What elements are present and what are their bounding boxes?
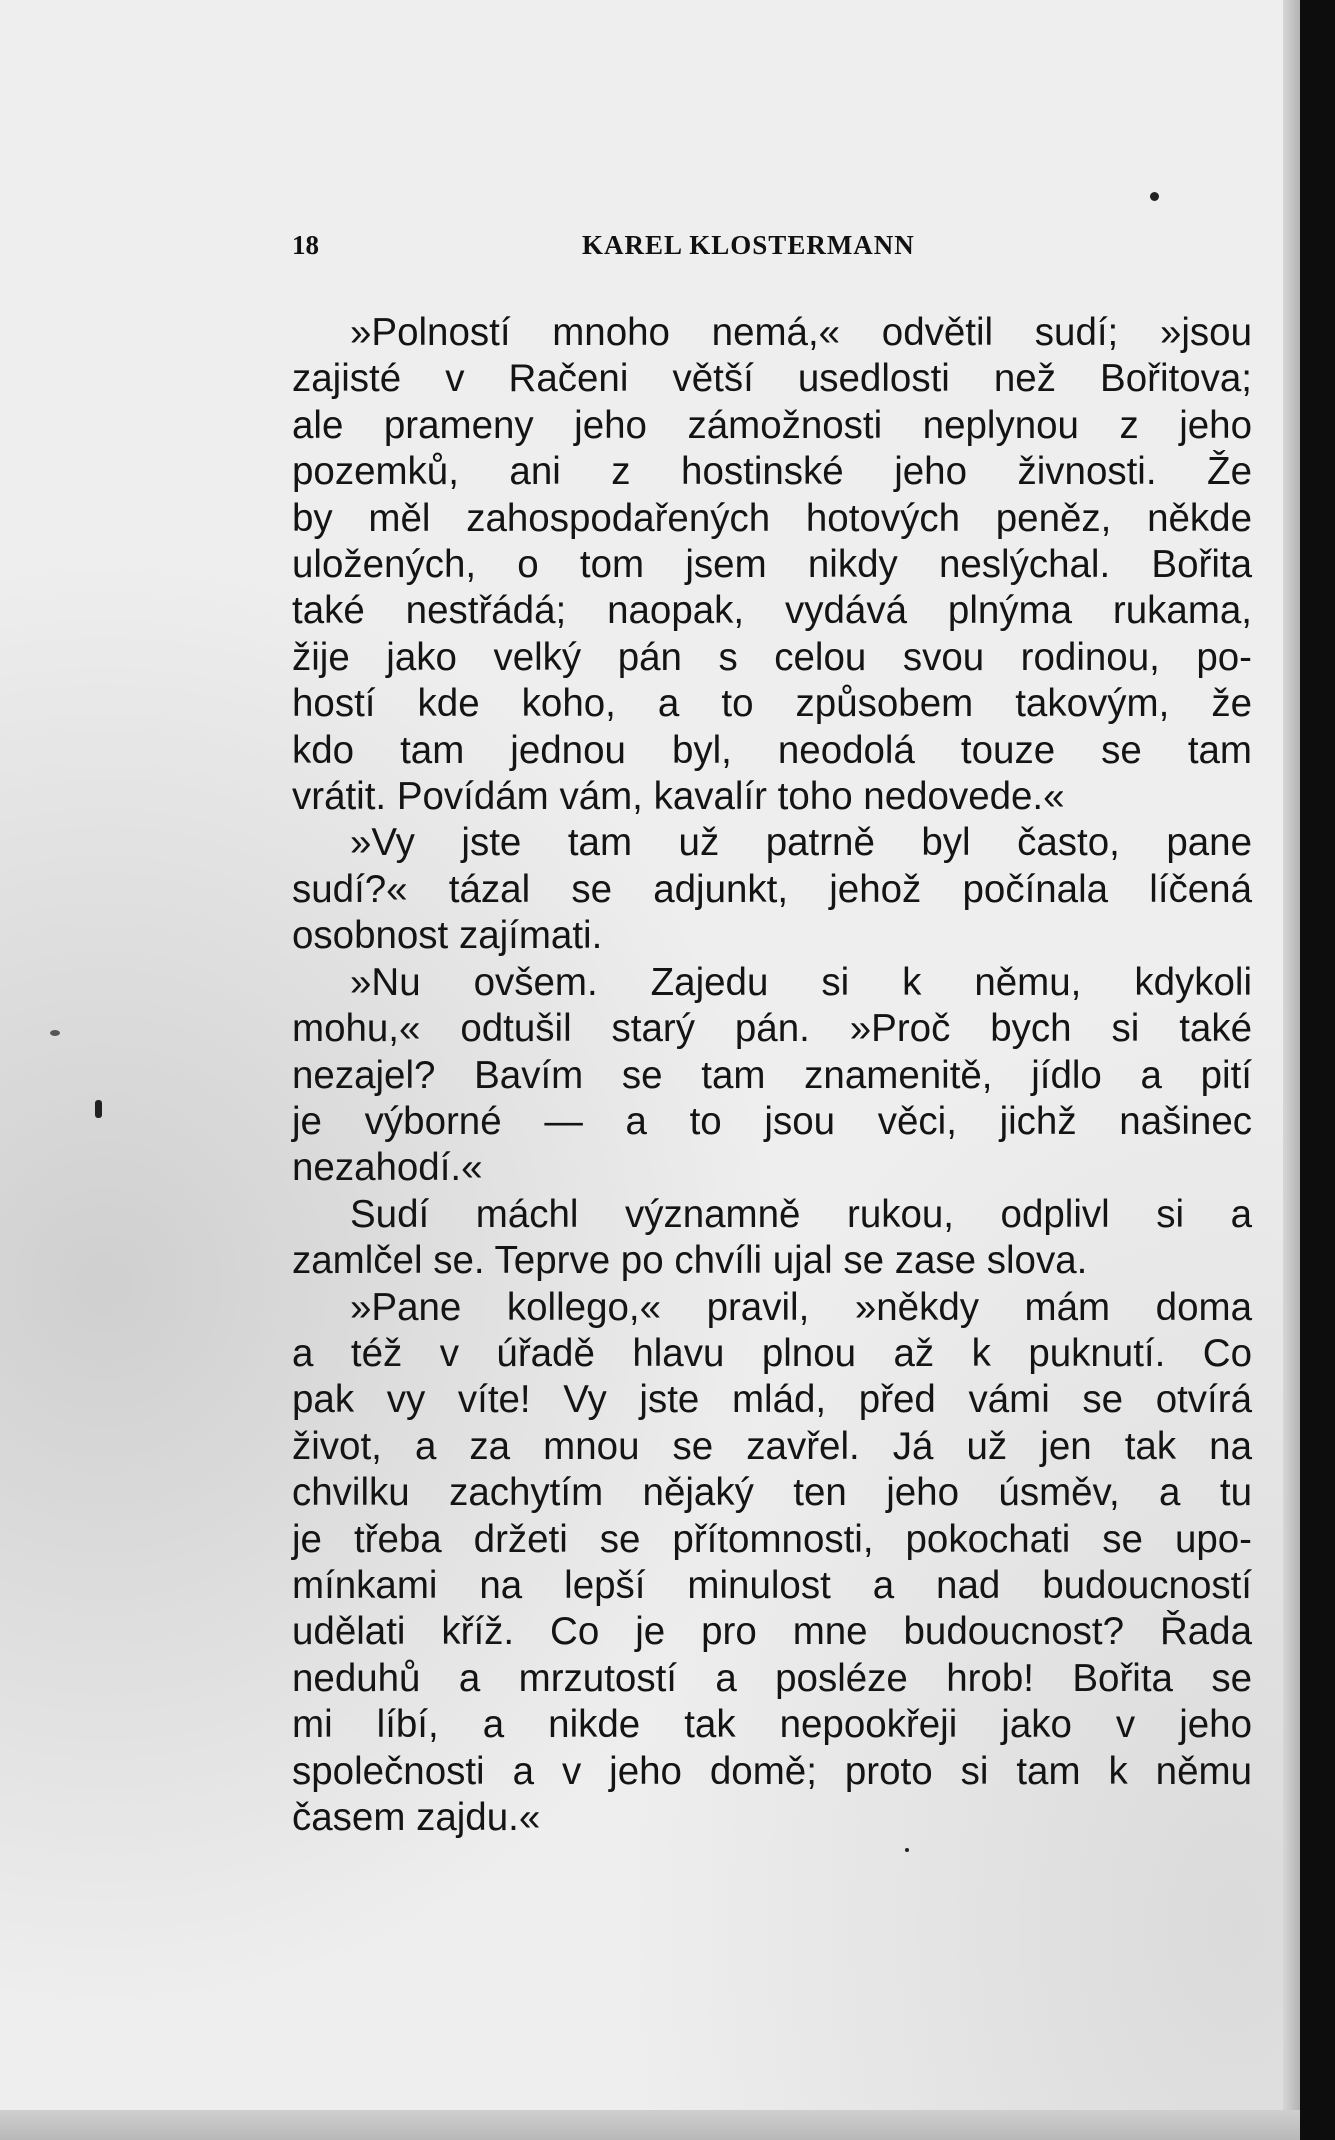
page-number: 18	[292, 230, 319, 260]
paragraph	[292, 1192, 1252, 1285]
text-line: mohu,« odtušil starý pán. »Proč bych si také	[292, 1007, 1252, 1051]
text-line: je výborné — a to jsou věci, jichž našinec	[292, 1099, 1252, 1143]
text-line: vrátit. Povídám vám, kavalír toho nedovede.«	[292, 775, 1065, 819]
text-line: uložených, o tom jsem nikdy neslýchal. Bořita	[292, 543, 1252, 587]
text-line: Sudí máchl významně rukou, odplivl si a	[350, 1192, 1252, 1236]
text-line: mi líbí, a nikde tak nepookřeji jako v jeho	[292, 1703, 1252, 1747]
text-line: »Vy jste tam už patrně byl často, pane	[350, 821, 1252, 865]
text-line: by měl zahospodařených hotových peněz, někde	[292, 496, 1252, 540]
text-line: sudí?« tázal se adjunkt, jehož počínala líčená	[292, 867, 1252, 911]
text-line: je třeba držeti se přítomnosti, pokochati se upo-	[292, 1517, 1252, 1561]
ink-speck	[50, 1030, 60, 1036]
text-line: ale prameny jeho zámožnosti neplynou z jeho	[292, 403, 1252, 447]
page-header	[292, 222, 1252, 262]
text-line: zajisté v Račeni větší usedlosti než Bořitova;	[292, 357, 1252, 401]
ink-speck	[905, 1848, 909, 1852]
paragraph	[292, 1285, 1252, 1842]
text-line: společnosti a v jeho domě; proto si tam k němu	[292, 1749, 1252, 1793]
text-line: mínkami na lepší minulost a nad budoucností	[292, 1563, 1252, 1607]
text-line: časem zajdu.«	[292, 1796, 541, 1839]
text-line: neduhů a mrzutostí a posléze hrob! Bořita se	[292, 1656, 1252, 1700]
text-line: žije jako velký pán s celou svou rodinou, po-	[292, 635, 1252, 679]
paragraph	[292, 310, 1252, 820]
text-line: »Polností mnoho nemá,« odvětil sudí; »jsou	[350, 311, 1252, 354]
text-line: »Nu ovšem. Zajedu si k němu, kdykoli	[350, 960, 1252, 1004]
text-line: zamlčel se. Teprve po chvíli ujal se zase slova.	[292, 1239, 1088, 1283]
ink-speck	[95, 1100, 102, 1118]
paragraph	[292, 820, 1252, 959]
page-edge-shadow	[1283, 0, 1300, 2140]
text-line: »Pane kollego,« pravil, »někdy mám doma	[350, 1285, 1252, 1329]
text-line: udělati kříž. Co je pro mne budoucnost? Řada	[292, 1610, 1252, 1654]
text-line: život, a za mnou se zavřel. Já už jen tak na	[292, 1424, 1252, 1468]
text-line: nezajel? Bavím se tam znamenitě, jídlo a pití	[292, 1053, 1252, 1097]
ink-speck	[1150, 192, 1159, 201]
page-bottom-edge	[0, 2110, 1300, 2140]
text-line: pozemků, ani z hostinské jeho živnosti. Že	[292, 450, 1252, 494]
text-line: nezahodí.«	[292, 1146, 483, 1190]
text-line: osobnost zajímati.	[292, 914, 603, 958]
body-text	[292, 310, 1252, 1841]
text-line: pak vy víte! Vy jste mlád, před vámi se otvírá	[292, 1378, 1252, 1422]
running-head: KAREL KLOSTERMANN	[582, 230, 915, 260]
text-line: hostí kde koho, a to způsobem takovým, že	[292, 682, 1252, 726]
paragraph	[292, 960, 1252, 1192]
text-line: kdo tam jednou byl, neodolá touze se tam	[292, 728, 1252, 772]
text-line: chvilku zachytím nějaký ten jeho úsměv, a tu	[292, 1471, 1252, 1515]
text-line: také nestřádá; naopak, vydává plnýma rukama,	[292, 589, 1252, 633]
text-line: a též v úřadě hlavu plnou až k puknutí. Co	[292, 1331, 1252, 1375]
